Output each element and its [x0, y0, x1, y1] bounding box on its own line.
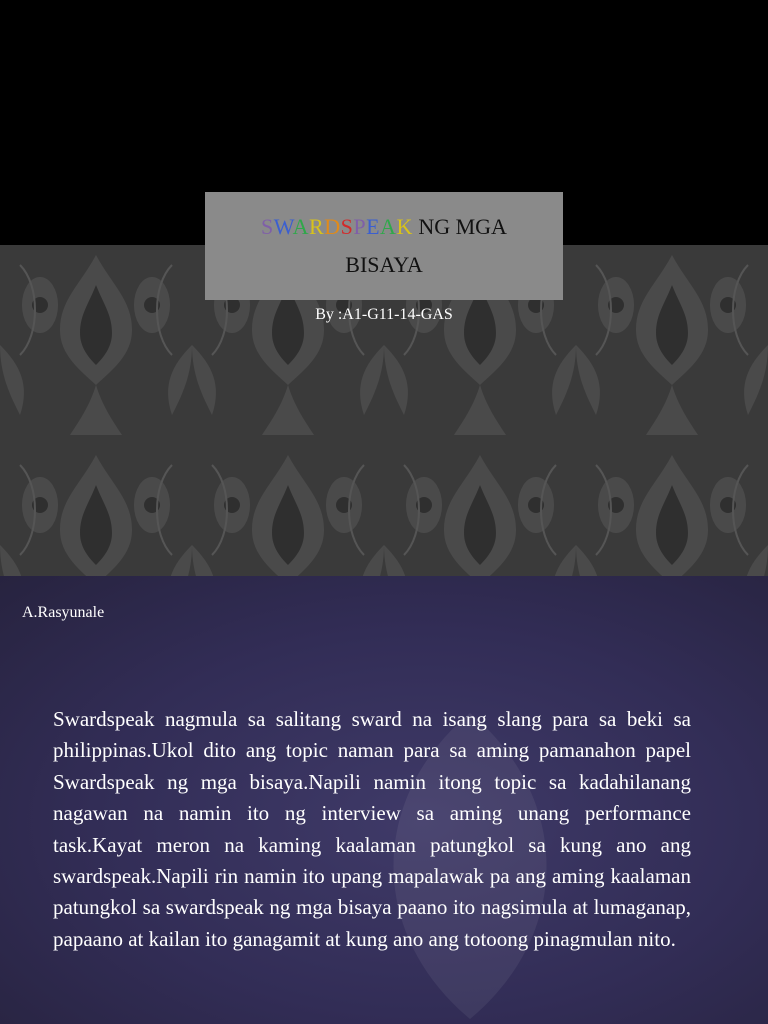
slide-title	[219, 208, 549, 284]
title-box	[205, 192, 563, 300]
rationale-paragraph: Swardspeak nagmula sa salitang sward na isang slang para sa beki sa philippinas.Ukol dito ang topic naman para sa aming pamanahon papel Swardspeak ng mga bisaya.Napili namin itong topic sa kadahilanang nagawan na namin ito ng interview sa aming unang performance task.Kayat meron na kaming kaalaman patungkol sa kung ano ang swardspeak.Napili rin namin ito upang mapalawak pa ang aming kaalaman patungkol sa swardspeak ng mga bisaya paano ito nagsimula at lumaganap, papaano at kailan ito ganagamit at kung ano ang totoong pinagmulan nito.	[53, 707, 691, 951]
title-letter: W	[273, 214, 293, 239]
title-letter: P	[353, 214, 367, 239]
title-line2: BISAYA	[345, 252, 423, 277]
section-label: A.Rasyunale	[22, 604, 105, 621]
title-letter: A	[380, 214, 397, 239]
title-letter: S	[261, 214, 274, 239]
title-letter: D	[324, 214, 341, 239]
title-letter: A	[292, 214, 310, 239]
title-rest-line1: NG MGA	[412, 214, 507, 239]
title-rainbow-word	[261, 214, 413, 239]
title-letter: S	[340, 214, 354, 239]
rationale-slide	[0, 576, 768, 1024]
byline: By :A1-G11-14-GAS	[315, 306, 453, 323]
title-letter: K	[396, 214, 413, 239]
title-letter: R	[309, 214, 325, 239]
title-letter: E	[366, 214, 381, 239]
